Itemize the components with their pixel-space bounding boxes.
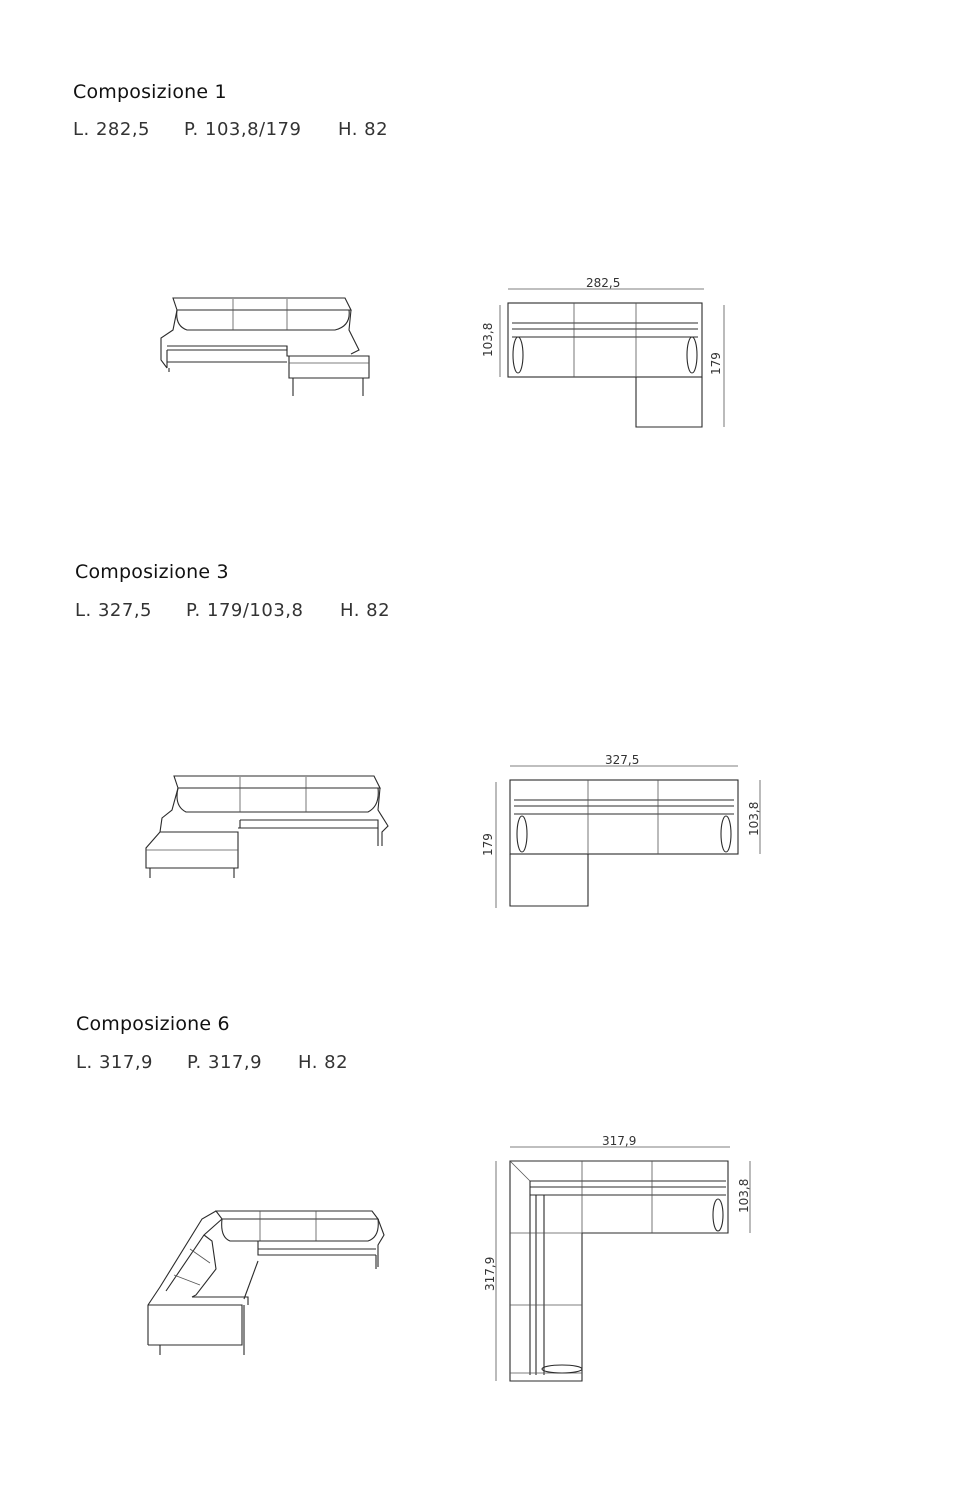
sofa-perspective-drawing: [142, 770, 392, 885]
sofa-plan-drawing: [478, 1135, 768, 1390]
plan-depth-left-label: 103,8: [481, 322, 495, 357]
plan-depth-left-label: 317,9: [483, 1256, 497, 1291]
depth-value: P. 179/103,8: [186, 600, 304, 621]
length-value: L. 327,5: [75, 600, 153, 621]
height-value: H. 82: [298, 1052, 349, 1073]
plan-depth-right-label: 179: [709, 352, 723, 375]
height-value: H. 82: [340, 600, 391, 621]
plan-depth-left-label: 179: [481, 833, 495, 856]
plan-width-label: 282,5: [586, 276, 621, 290]
plan-width-label: 317,9: [602, 1134, 637, 1148]
composition-title: Composizione 3: [75, 561, 229, 583]
depth-value: P. 103,8/179: [184, 119, 302, 140]
sofa-perspective-drawing: [155, 290, 375, 405]
composition-title: Composizione 6: [76, 1013, 230, 1035]
composition-title: Composizione 1: [73, 81, 227, 103]
depth-value: P. 317,9: [187, 1052, 263, 1073]
sofa-perspective-drawing: [140, 1205, 390, 1365]
plan-depth-right-label: 103,8: [737, 1178, 751, 1213]
length-value: L. 282,5: [73, 119, 151, 140]
sofa-plan-drawing: [478, 275, 738, 435]
sofa-plan-drawing: [478, 752, 768, 912]
plan-depth-right-label: 103,8: [747, 801, 761, 836]
plan-width-label: 327,5: [605, 753, 640, 767]
length-value: L. 317,9: [76, 1052, 154, 1073]
height-value: H. 82: [338, 119, 389, 140]
